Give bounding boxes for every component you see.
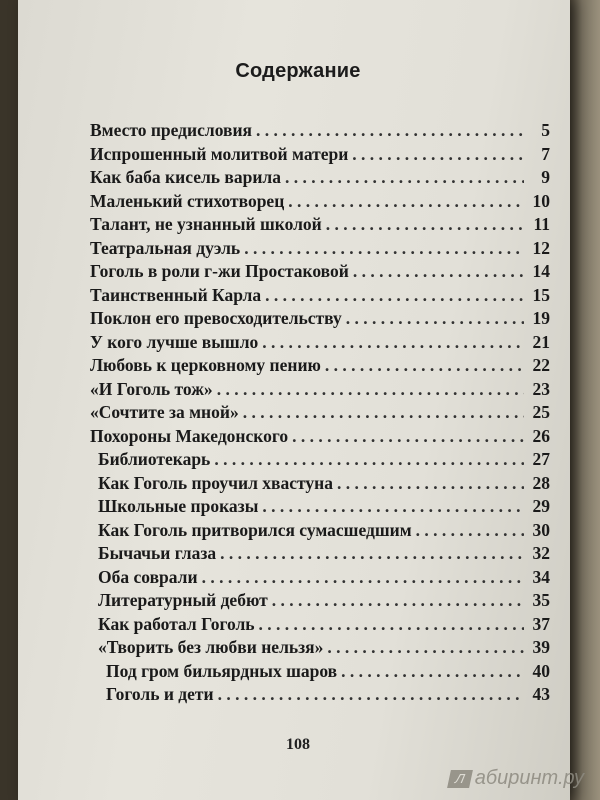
toc-entry-page: 30	[532, 519, 550, 540]
toc-entry-title: Поклон его превосходительству	[90, 308, 342, 328]
toc-entry-title: Как Гоголь притворился сумасшедшим	[98, 519, 412, 540]
toc-entry-title: Любовь к церковному пению	[90, 355, 321, 375]
page-number: 108	[286, 736, 310, 753]
toc-leader-dots	[288, 191, 524, 212]
toc-entry	[90, 449, 550, 473]
toc-entry-title: Литературный дебют	[98, 590, 268, 610]
toc-leader-dots	[337, 473, 524, 494]
toc-leader-dots	[262, 332, 524, 353]
toc-entry-page: 12	[532, 237, 550, 258]
toc-leader-dots	[341, 661, 524, 682]
toc-entry	[90, 614, 550, 638]
toc-leader-dots	[353, 261, 524, 282]
toc-entry-title: Гоголь и дети	[106, 684, 214, 704]
toc-entry	[90, 285, 550, 309]
toc-leader-dots	[327, 637, 524, 658]
toc-entry-page: 25	[532, 402, 550, 422]
toc-entry-title: Как баба кисель варила	[90, 167, 281, 187]
toc-entry-title: «И Гоголь тож»	[90, 378, 213, 399]
toc-leader-dots	[272, 590, 524, 611]
toc-entry	[90, 590, 550, 614]
toc-leader-dots	[416, 520, 524, 541]
toc-entry	[90, 661, 550, 685]
toc-entry	[90, 144, 550, 168]
toc-entry-page: 21	[532, 331, 550, 352]
toc-entry-title: Похороны Македонского	[90, 425, 289, 446]
toc-entry-title: Бычачьи глаза	[98, 543, 217, 563]
toc-entry-title: Библиотекарь	[98, 449, 211, 469]
toc-entry	[90, 567, 550, 591]
toc-entry-page: 15	[532, 284, 550, 305]
toc-entry-page: 39	[532, 637, 550, 657]
toc-entry-title: Оба соврали	[98, 566, 198, 587]
toc-entry	[90, 261, 550, 285]
toc-entry-title: Маленький стихотворец	[90, 190, 285, 211]
watermark-text: абиринт.ру	[474, 767, 584, 789]
toc-entry-title: Как Гоголь проучил хвастуна	[98, 472, 333, 493]
toc-leader-dots	[259, 614, 524, 635]
toc-entry-page: 26	[532, 425, 550, 446]
toc-leader-dots	[346, 308, 524, 329]
toc-entry-title: Гоголь в роли г-жи Простаковой	[90, 261, 349, 281]
toc-entry	[90, 332, 550, 356]
toc-entry-page: 29	[532, 496, 550, 516]
toc-entry	[90, 543, 550, 567]
toc-leader-dots	[325, 355, 524, 376]
toc-entry	[90, 402, 550, 426]
toc-leader-dots	[352, 144, 524, 165]
toc-entry-page: 28	[532, 472, 550, 493]
toc-entry-title: Как работал Гоголь	[98, 613, 255, 634]
toc-entry-page: 7	[541, 143, 550, 164]
table-of-contents	[90, 120, 550, 708]
toc-entry	[90, 308, 550, 332]
toc-entry-page: 22	[532, 355, 550, 375]
toc-leader-dots	[220, 543, 524, 564]
toc-entry-title: Талант, не узнанный школой	[90, 214, 322, 234]
toc-entry	[90, 426, 550, 450]
toc-entry-page: 34	[532, 566, 550, 587]
toc-entry-title: Таинственный Карла	[90, 284, 262, 305]
toc-entry-title: Вместо предисловия	[90, 120, 253, 140]
toc-entry-title: Под гром бильярдных шаров	[106, 660, 338, 681]
toc-entry-title: Школьные проказы	[98, 496, 259, 516]
toc-entry-page: 35	[532, 590, 550, 610]
toc-entry	[90, 191, 550, 215]
toc-entry-page: 5	[541, 120, 550, 140]
toc-entry-page: 37	[532, 613, 550, 634]
toc-entry-page: 14	[532, 261, 550, 281]
toc-entry	[90, 684, 550, 708]
toc-leader-dots	[244, 238, 524, 259]
toc-entry	[90, 214, 550, 238]
toc-entry-title: «Сочтите за мной»	[90, 402, 239, 422]
toc-leader-dots	[285, 167, 524, 188]
toc-entry-page: 9	[541, 167, 550, 187]
labirint-watermark	[449, 767, 584, 790]
toc-leader-dots	[262, 496, 524, 517]
labirint-logo-icon: Л	[447, 770, 473, 788]
toc-entry-title: «Творить без любви нельзя»	[98, 637, 324, 657]
toc-entry	[90, 520, 550, 544]
toc-entry-title: Испрошенный молитвой матери	[90, 143, 349, 164]
toc-leader-dots	[326, 214, 524, 235]
toc-entry	[90, 167, 550, 191]
toc-entry-page: 27	[532, 449, 550, 469]
page-title: Содержание	[235, 60, 361, 82]
toc-entry-page: 23	[532, 378, 550, 399]
toc-entry	[90, 496, 550, 520]
toc-entry	[90, 473, 550, 497]
toc-entry	[90, 120, 550, 144]
toc-entry-page: 43	[532, 684, 550, 704]
toc-leader-dots	[243, 402, 524, 423]
toc-leader-dots	[218, 684, 524, 705]
toc-entry-title: У кого лучше вышло	[90, 331, 259, 352]
toc-entry-title: Театральная дуэль	[90, 237, 241, 258]
toc-entry-page: 10	[532, 190, 550, 211]
toc-entry	[90, 238, 550, 262]
toc-leader-dots	[292, 426, 524, 447]
toc-leader-dots	[265, 285, 524, 306]
toc-entry-page: 19	[532, 308, 550, 328]
toc-entry-page: 11	[533, 214, 550, 234]
toc-leader-dots	[217, 379, 524, 400]
toc-entry	[90, 379, 550, 403]
toc-leader-dots	[214, 449, 524, 470]
toc-leader-dots	[256, 120, 524, 141]
next-page-edge	[570, 0, 600, 800]
toc-entry	[90, 355, 550, 379]
toc-leader-dots	[202, 567, 524, 588]
toc-entry-page: 40	[532, 660, 550, 681]
book-page	[18, 0, 570, 800]
toc-entry-page: 32	[532, 543, 550, 563]
toc-entry	[90, 637, 550, 661]
